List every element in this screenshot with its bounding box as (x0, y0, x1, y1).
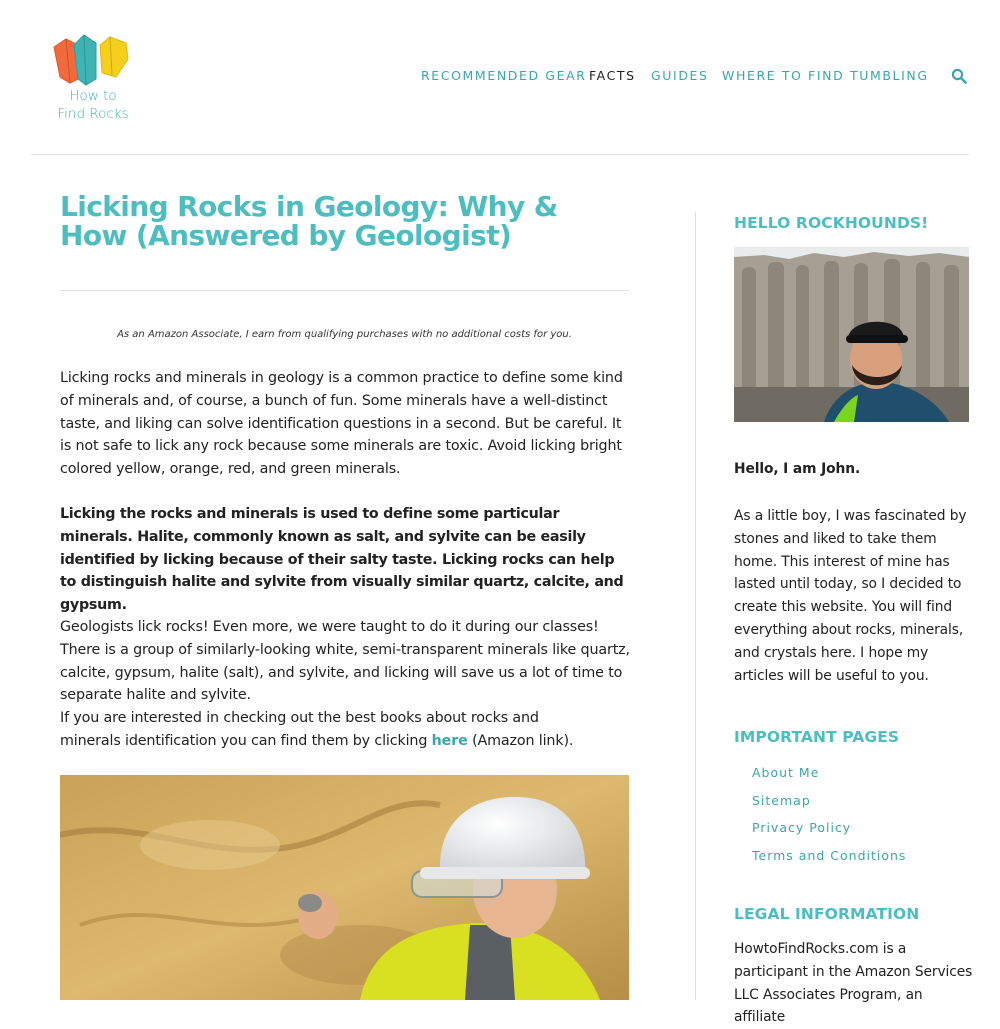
author-greeting: Hello, I am John. (734, 461, 861, 477)
legal-text: HowtoFindRocks.com is a participant in the Amazon Services LLC Associates Program, an affiliate (734, 941, 973, 1026)
author-bio: As a little boy, I was fascinated by stones and liked to take them home. This interest of mine has lasted until today, so I decided to create this website. You will find everything about rocks, minerals, and crystals here. I hope my articles will be useful to you. (734, 508, 967, 684)
body-paragraph: Geologists lick rocks! Even more, we were taught to do it during our classes! There is a group of similarly-looking white, semi-transparent minerals like quartz, calcite, gypsum, halite (salt), and sylvite, and licking will save us a lot of time to separate halite and sylvite. (60, 619, 630, 704)
intro-paragraph: Licking rocks and minerals in geology is a common practice to define some kind of minerals and, of course, a bunch of fun. Some minerals have a well-distinct taste, and liking can solve identification questions in a second. But be careful. It is not safe to lick any rock because some minerals are toxic. Avoid licking bright colored yellow, orange, red, and green minerals. (60, 370, 623, 478)
logo-text: How to Find Rocks (57, 88, 129, 122)
books-paragraph: If you are interested in checking out the best books about rocks and minerals identification you can find them by clicking here (Amazon link). (60, 710, 574, 749)
author-photo (734, 247, 969, 422)
article-title: Licking Rocks in Geology: Why & How (Answered by Geologist) (60, 190, 558, 252)
link-terms-and-conditions[interactable]: Terms and Conditions (752, 847, 907, 863)
nav-guides[interactable]: GUIDES (651, 68, 709, 83)
nav-recommended-gear[interactable]: RECOMMENDED GEAR (421, 68, 587, 83)
nav-facts[interactable]: FACTS (589, 68, 636, 83)
link-sitemap[interactable]: Sitemap (752, 792, 811, 808)
important-pages-list (752, 762, 906, 872)
link-privacy-policy[interactable]: Privacy Policy (752, 820, 852, 835)
search-icon[interactable] (951, 68, 967, 84)
header-divider (31, 154, 969, 155)
sidebar-divider (695, 212, 696, 1000)
link-about-me[interactable]: About Me (752, 765, 820, 780)
legal-information-heading: LEGAL INFORMATION (734, 905, 920, 923)
hello-heading: HELLO ROCKHOUNDS! (734, 214, 929, 232)
important-pages-heading: IMPORTANT PAGES (734, 728, 900, 746)
amazon-books-link[interactable]: here (431, 732, 468, 749)
affiliate-disclaimer: As an Amazon Associate, I earn from qualifying purchases with no additional costs for you. (117, 329, 572, 340)
main-navigation (0, 68, 1000, 88)
title-divider (60, 290, 629, 291)
geologist-photo (60, 775, 629, 1000)
nav-tumbling[interactable]: TUMBLING (850, 68, 929, 83)
summary-paragraph: Licking the rocks and minerals is used to define some particular minerals. Halite, commonly known as salt, and sylvite can be easily identified by licking because of their salty taste. Licking rocks can help to distinguish halite and sylvite from visually similar quartz, calcite, and gypsum. (60, 506, 624, 614)
nav-where-to-find[interactable]: WHERE TO FIND (722, 68, 845, 83)
